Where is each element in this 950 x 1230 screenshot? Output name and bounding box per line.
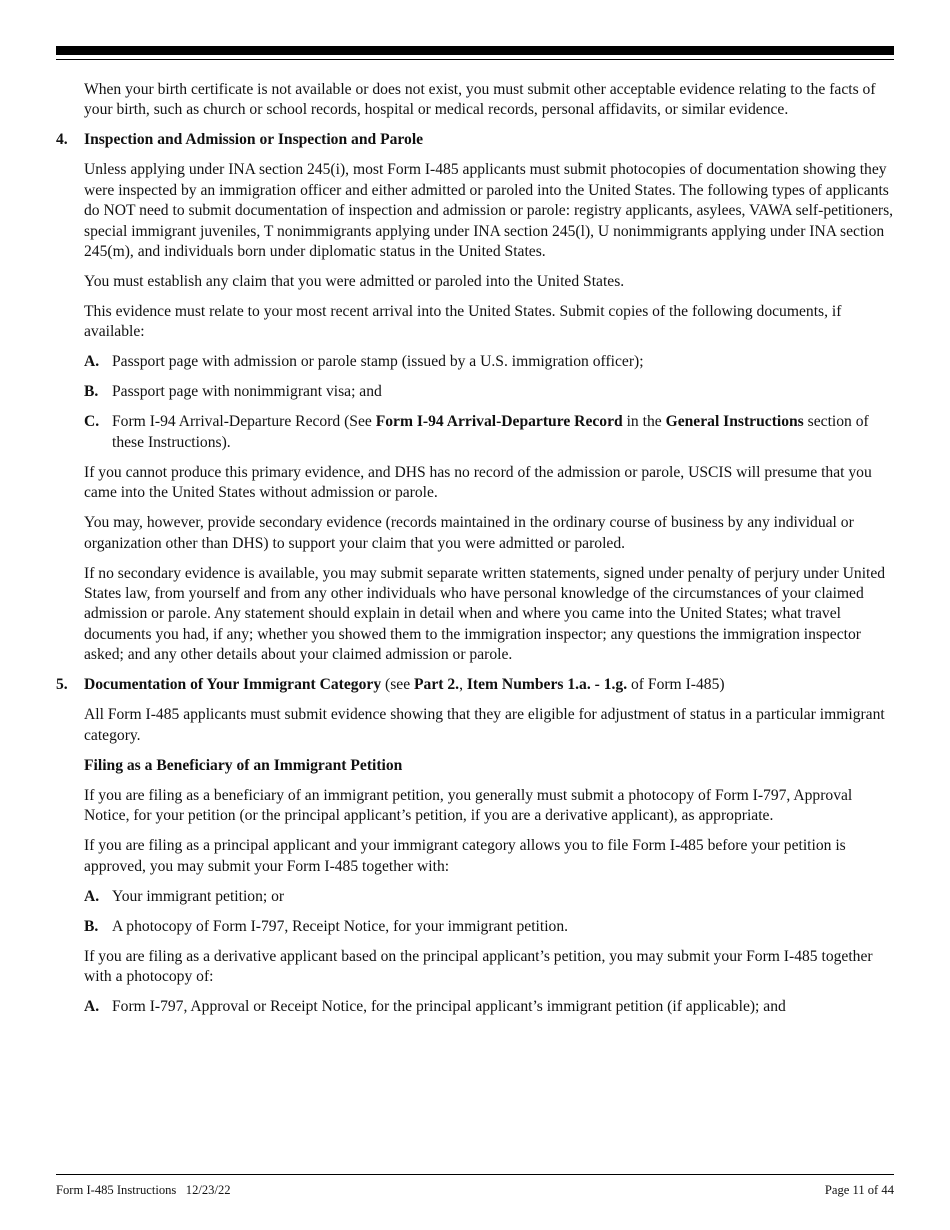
item-5-subheading xyxy=(56,756,898,776)
list-text xyxy=(112,412,898,453)
item-5-paragraph-3: If you are filing as a principal applicant and your immigrant category allows you to file Form I-485 before your petition is approved, you may submit your Form I-485 together with: xyxy=(84,837,846,875)
heading-text-part: , xyxy=(459,676,467,694)
list-text-bold: General Instructions xyxy=(665,413,804,431)
footer-form-id: Form I-485 Instructions 12/23/22 xyxy=(56,1183,231,1197)
list-text-bold: Form I-94 Arrival-Departure Record xyxy=(375,413,623,431)
item-4-paragraph-4: If you cannot produce this primary evidence, and DHS has no record of the admission or parole, USCIS will presume that you came into the United States without admission or parole. xyxy=(84,463,872,502)
list-text: A photocopy of Form I-797, Receipt Notice, for your immigrant petition. xyxy=(112,917,569,935)
footer-rule xyxy=(56,1174,894,1175)
list-text: Passport page with nonimmigrant visa; and xyxy=(112,383,382,401)
header-thin-rule xyxy=(56,59,894,60)
list-text: Form I-797, Approval or Receipt Notice, for the principal applicant’s immigrant petition (if applicable); and xyxy=(112,997,786,1015)
heading-text-part: (see xyxy=(381,676,415,694)
item-4-paragraph-3: This evidence must relate to your most recent arrival into the United States. Submit copies of the following documents, if available: xyxy=(84,303,842,341)
item-4-paragraph-5: You may, however, provide secondary evidence (records maintained in the ordinary course of business by any individual or organization other than DHS) to support your claim that you were admitted or paroled. xyxy=(84,514,854,552)
heading-bold-part: Item Numbers 1.a. - 1.g. xyxy=(466,676,628,694)
item-4-paragraph-1: Unless applying under INA section 245(i), most Form I-485 applicants must submit photocopies of documentation showing they were inspected by an immigration officer and either admitted or paroled into the United States. The following types of applicants do NOT need to submit documentation of inspection and admission or parole: registry applicants, asylees, VAWA self-petitioners, special immigrant juveniles, T nonimmigrants applying under INA section 245(l), U nonimmigrants applying under INA section 245(m), and individuals born under diplomatic status in the United States. xyxy=(84,161,894,261)
list-text: Passport page with admission or parole stamp (issued by a U.S. immigration officer); xyxy=(112,353,644,371)
item-5-list-a xyxy=(56,887,898,907)
page-footer xyxy=(56,1183,894,1198)
item-5-list-a2 xyxy=(56,997,898,1017)
item-4-number: 4. xyxy=(56,131,68,149)
heading-bold-part: Part 2. xyxy=(414,676,460,694)
list-label: C. xyxy=(84,413,100,431)
page-content xyxy=(56,80,898,1027)
item-5-title: Documentation of Your Immigrant Category xyxy=(84,676,382,694)
list-label: A. xyxy=(84,997,100,1015)
item-4-paragraph-6: If no secondary evidence is available, you may submit separate written statements, signed under penalty of perjury under United States law, from yourself and from any other individuals who have personal knowledge of the circumstances of your claimed admission or parole. Any statement should explain in detail when and where you came into the United States; what travel documents you had, if any; whether you showed them to the immigration inspector; any questions the immigration inspector asked; and any other details about your claimed admission or parole. xyxy=(84,564,886,664)
item-5-paragraph-2: If you are filing as a beneficiary of an immigrant petition, you generally must submit a photocopy of Form I-797, Approval Notice, for your petition (or the principal applicant’s petition, if you are a derivative applicant), as appropriate. xyxy=(84,786,853,825)
header-thick-rule xyxy=(56,46,894,55)
item-5-number: 5. xyxy=(56,676,68,694)
list-label: B. xyxy=(84,383,99,401)
item-4-paragraph-2: You must establish any claim that you were admitted or paroled into the United States. xyxy=(84,273,625,291)
list-label: A. xyxy=(84,887,100,905)
item-5-subheading-text: Filing as a Beneficiary of an Immigrant Petition xyxy=(84,756,403,774)
item-5-paragraph-4: If you are filing as a derivative applicant based on the principal applicant’s petition, you may submit your Form I-485 together with a photocopy of: xyxy=(84,947,873,985)
list-text-part: section of these Instructions). xyxy=(112,413,869,451)
list-text-part: in the xyxy=(622,413,666,431)
heading-text-part: of Form I-485) xyxy=(627,676,725,694)
item-5-list-b xyxy=(56,917,898,937)
list-text: Your immigrant petition; or xyxy=(112,887,285,905)
item-5-paragraph-1: All Form I-485 applicants must submit evidence showing that they are eligible for adjustment of status in a particular immigrant category. xyxy=(84,706,885,744)
footer-page-number: Page 11 of 44 xyxy=(824,1183,894,1197)
item-4-heading xyxy=(56,130,898,150)
item-4-list-c xyxy=(56,412,898,453)
list-label: B. xyxy=(84,917,99,935)
item-4-list-b xyxy=(56,382,898,402)
list-text-part: Form I-94 Arrival-Departure Record (See xyxy=(112,413,376,431)
item-5-title-line xyxy=(84,675,898,695)
intro-paragraph: When your birth certificate is not available or does not exist, you must submit other acceptable evidence relating to the facts of your birth, such as church or school records, hospital or medical records, personal affidavits, or similar evidence. xyxy=(84,81,876,119)
item-4-title: Inspection and Admission or Inspection and Parole xyxy=(84,131,424,149)
list-label: A. xyxy=(84,353,100,371)
item-4-list-a xyxy=(56,352,898,372)
item-5-heading xyxy=(56,675,898,695)
